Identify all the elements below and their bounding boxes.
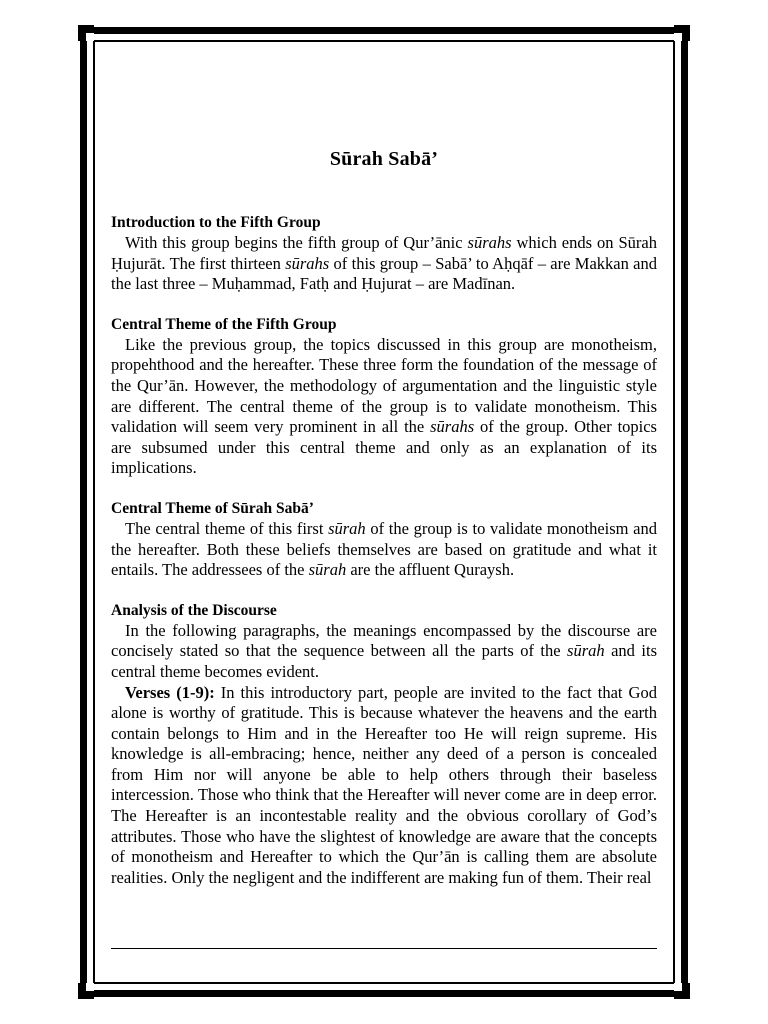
section-heading: Introduction to the Fifth Group xyxy=(111,214,321,231)
paragraph: In the following paragraphs, the meanings encompassed by the discourse are concisely stated so that the sequence between all the parts of the sūrah and its central theme becomes evident. xyxy=(111,620,657,681)
document-page xyxy=(111,148,657,888)
section-heading: Central Theme of Sūrah Sabā’ xyxy=(111,499,314,517)
paragraph: With this group begins the fifth group of Qur’ānic sūrahs which ends on Sūrah Ḥujurāt. The first thirteen sūrahs of this group – Sabā’ to Aḥqāf – are Makkan and the last three – Muḥammad, Fatḥ and Ḥujurat – are Madīnan. xyxy=(111,233,657,294)
page-title: Sūrah Sabā’ xyxy=(329,148,439,170)
verse-range-label: Verses (1-9): xyxy=(125,682,215,702)
footer-rule xyxy=(111,948,657,949)
section-intro-fifth-group xyxy=(111,213,657,295)
section-central-theme-surah-saba xyxy=(111,499,657,581)
section-heading: Central Theme of the Fifth Group xyxy=(111,315,337,333)
section-analysis-of-discourse xyxy=(111,601,657,889)
section-heading: Analysis of the Discourse xyxy=(111,601,277,619)
paragraph: The central theme of this first sūrah of the group is to validate monotheism and the hereafter. Both these beliefs themselves are based on gratitude and what it entails. The addressees of the sūrah are the affluent Quraysh. xyxy=(111,518,657,580)
paragraph-verses-1-9: Verses (1-9): In this introductory part, people are invited to the fact that God alone is worthy of gratitude. This is because whatever the heavens and the earth contain belongs to Him and in the Hereafter too He will reign supreme. His knowledge is all-embracing; hence, neither any deed of a person is concealed from Him nor will anyone be able to help others through their baseless intercession. Those who think that the Hereafter will never come are in deep error. The Hereafter is an incontestable reality and the obvious corollary of God’s attributes. Those who have the slightest of knowledge are aware that the concepts of monotheism and Hereafter to which the Qur’ān is calling them are absolute realities. Only the negligent and the indifferent are making fun of them. Their real xyxy=(111,682,657,887)
section-central-theme-fifth-group xyxy=(111,315,657,479)
paragraph: Like the previous group, the topics discussed in this group are monotheism, propehthood and the hereafter. These three form the foundation of the message of the Qur’ān. However, the methodology of argumentation and the linguistic style are different. The central theme of the group is to validate monotheism. This validation will seem very prominent in all the sūrahs of the group. Other topics are subsumed under this central theme and only as an explanation of its implications. xyxy=(111,334,657,478)
